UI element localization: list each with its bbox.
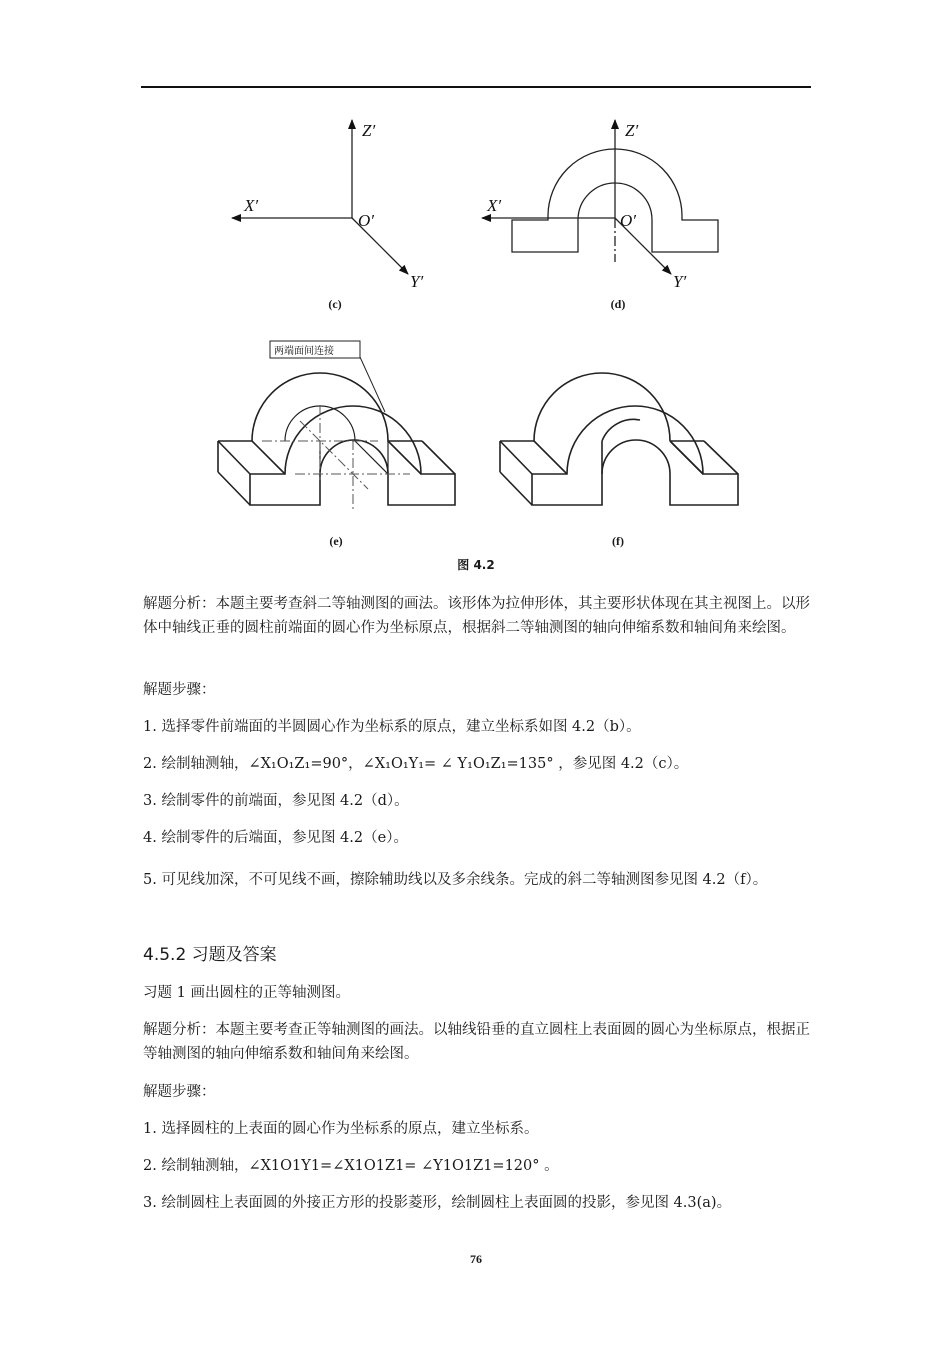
figure-title: 图 4.2 [457, 558, 495, 572]
axis-label-o-d: O′ [620, 211, 636, 230]
exercise-step-3: 3. 绘制圆柱上表面圆的外接正方形的投影菱形，绘制圆柱上表面圆的投影，参见图 4.3(a)。 [143, 1195, 732, 1211]
page-number: 76 [470, 1252, 482, 1266]
front-face-d [482, 120, 718, 274]
analysis-paragraph-2: 解题分析：本题主要考查正等轴测图的画法。以轴线铅垂的直立圆柱上表面圆的圆心为坐标原点，根据正等轴测图的轴向伸缩系数和轴间角来绘图。 [143, 1022, 810, 1062]
steps-label-2: 解题步骤： [143, 1084, 216, 1100]
analysis-paragraph-1: 解题分析：本题主要考查斜二等轴测图的画法。该形体为拉伸形体，其主要形状体现在其主视图上。以形体中轴线正垂的圆柱前端面的圆心作为坐标原点，根据斜二等轴测图的轴向伸缩系数和轴间角来绘图。 [143, 596, 810, 636]
step-5: 5. 可见线加深，不可见线不画，擦除辅助线以及多余线条。完成的斜二等轴测图参见图 4.2（f）。 [143, 872, 768, 888]
figure-4-2 [0, 0, 952, 580]
callout-text: 两端面间连接 [274, 346, 334, 357]
axis-label-x-c: X′ [244, 196, 259, 215]
step-1: 1. 选择零件前端面的半圆圆心作为坐标系的原点，建立坐标系如图 4.2（b）。 [143, 719, 641, 735]
axis-label-y-c: Y′ [410, 272, 424, 291]
axis-label-o-c: O′ [358, 211, 374, 230]
caption-f: (f) [612, 534, 624, 548]
axis-label-x-d: X′ [487, 196, 502, 215]
exercise-step-1: 1. 选择圆柱的上表面的圆心作为坐标系的原点，建立坐标系。 [143, 1121, 539, 1137]
back-face-e [218, 373, 455, 505]
finished-drawing-f [500, 373, 738, 505]
exercise-step-2: 2. 绘制轴测轴，∠X1O1Y1=∠X1O1Z1= ∠Y1O1Z1=120° 。 [143, 1158, 559, 1174]
axes-diagram-c [232, 120, 408, 274]
callout-e [270, 341, 385, 412]
exercise-1: 习题 1 画出圆柱的正等轴测图。 [143, 985, 350, 1001]
axis-label-z-d: Z′ [625, 121, 639, 140]
step-3: 3. 绘制零件的前端面，参见图 4.2（d）。 [143, 793, 409, 809]
section-heading: 4.5.2 习题及答案 [143, 945, 277, 965]
caption-c: (c) [328, 297, 342, 311]
caption-d: (d) [610, 297, 626, 311]
axis-label-z-c: Z′ [362, 121, 376, 140]
caption-e: (e) [329, 534, 343, 548]
steps-label-1: 解题步骤： [143, 682, 216, 698]
step-4: 4. 绘制零件的后端面，参见图 4.2（e）。 [143, 830, 408, 846]
axis-label-y-d: Y′ [673, 272, 687, 291]
step-2: 2. 绘制轴测轴，∠X₁O₁Z₁=90°，∠X₁O₁Y₁= ∠ Y₁O₁Z₁=135° ，参见图 4.2（c）。 [143, 756, 689, 772]
